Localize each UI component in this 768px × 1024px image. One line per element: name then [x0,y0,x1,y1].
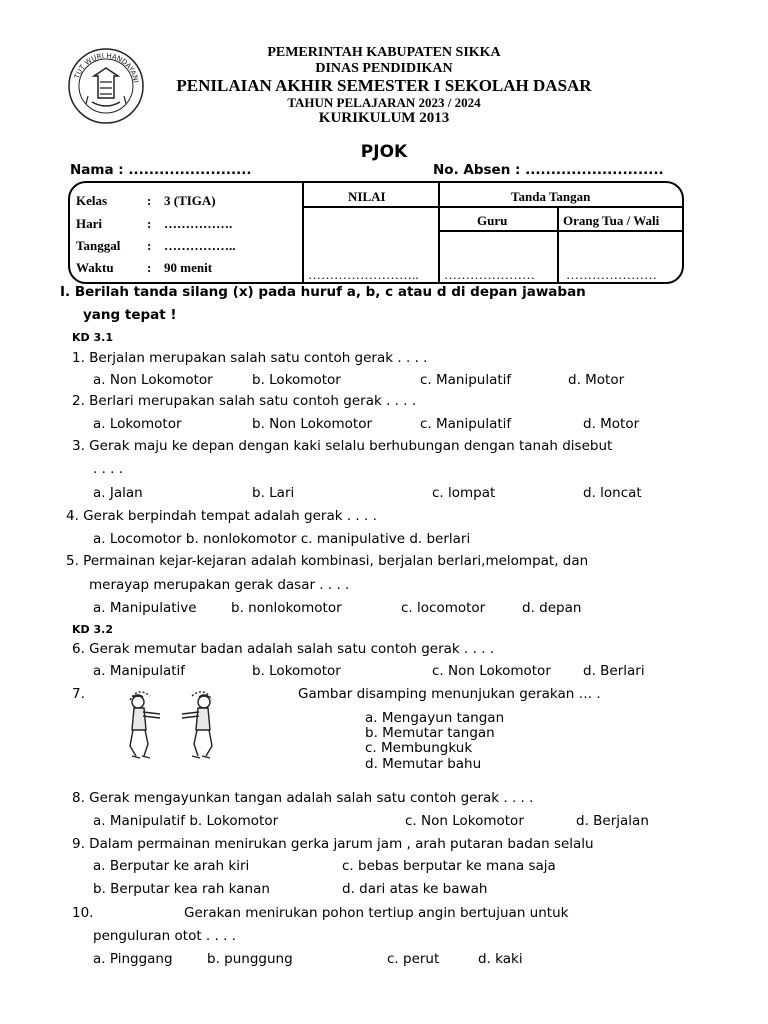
question-3: 3. Gerak maju ke depan dengan kaki selalu berhubungan dengan tanah disebut [72,438,613,454]
q4-options: a. Locomotor b. nonlokomotor c. manipulative d. berlari [93,531,471,547]
q1-option-b: b. Lokomotor [252,372,341,388]
logo-motto: TUT WURI HANDAYANI [73,51,140,84]
q6-option-c: c. Non Lokomotor [432,663,551,679]
question-4: 4. Gerak berpindah tempat adalah gerak . . . . [66,508,377,524]
q5-option-d: d. depan [522,600,582,616]
question-7: Gambar disamping menunjukan gerakan … . [298,686,601,702]
header-government: PEMERINTAH KABUPATEN SIKKA [267,45,501,60]
q3-option-d: d. loncat [583,485,642,501]
q5-option-b: b. nonlokomotor [231,600,342,616]
q8-option-d: d. Berjalan [576,813,649,829]
header-exam-title: PENILAIAN AKHIR SEMESTER I SEKOLAH DASAR [176,76,592,95]
hari-label: Hari [76,216,102,231]
q7-option-b: b. Memutar tangan [365,725,495,741]
teacher-header: Guru [477,213,508,228]
q2-option-a: a. Lokomotor [93,416,182,432]
subject-title: PJOK [360,142,408,162]
q3-option-c: c. lompat [432,485,496,501]
q8-option-c: c. Non Lokomotor [405,813,524,829]
question-5-cont: merayap merupakan gerak dasar . . . . [89,577,350,593]
q2-option-b: b. Non Lokomotor [252,416,373,432]
q9-option-d: d. dari atas ke bawah [342,881,488,897]
divider-score-signature [438,181,440,284]
section-instruction: I. Berilah tanda silang (x) pada huruf a, b, c atau d di depan jawaban [60,284,586,300]
question-10-number: 10. [72,905,94,921]
divider-teacher-parent [557,207,559,284]
question-8: 8. Gerak mengayunkan tangan adalah salah satu contoh gerak . . . . [72,790,534,806]
nilai-header: NILAI [348,189,386,204]
kelas-value: 3 (TIGA) [164,193,216,208]
question-10-cont: penguluran otot . . . . [93,928,236,944]
q9-option-b: b. Berputar kea rah kanan [93,881,270,897]
signature-header: Tanda Tangan [511,189,591,204]
nilai-dots: …………………….. [308,267,419,282]
q10-option-c: c. perut [387,951,440,967]
q9-option-a: a. Berputar ke arah kiri [93,858,250,874]
q1-option-a: a. Non Lokomotor [93,372,213,388]
q9-option-c: c. bebas berputar ke mana saja [342,858,556,874]
arm-swing-figures-illustration [116,686,226,764]
kelas-colon: : [147,193,152,208]
student-absen-field: No. Absen : ........................... [433,162,664,178]
question-5: 5. Permainan kejar-kejaran adalah kombinasi, berjalan berlari,melompat, dan [66,553,589,569]
tanggal-label: Tanggal [76,238,121,253]
question-6: 6. Gerak memutar badan adalah salah satu contoh gerak . . . . [72,641,495,657]
q1-option-c: c. Manipulatif [420,372,512,388]
waktu-label: Waktu [76,260,114,275]
header-department: DINAS PENDIDIKAN [315,61,453,76]
kd-3-1-label: KD 3.1 [72,331,113,344]
table-subheader-rule [438,230,684,232]
q7-option-c: c. Membungkuk [365,740,473,756]
q10-option-b: b. punggung [207,951,293,967]
q8-option-a-b: a. Manipulatif b. Lokomotor [93,813,279,829]
teacher-signature-dots: ………………… [444,267,535,282]
waktu-value: 90 menit [164,260,213,275]
header-curriculum: KURIKULUM 2013 [318,110,450,126]
kd-3-2-label: KD 3.2 [72,623,113,636]
q5-option-c: c. locomotor [401,600,486,616]
q7-option-d: d. Memutar bahu [365,756,482,772]
question-7-number: 7. [72,686,85,702]
q3-option-b: b. Lari [252,485,295,501]
waktu-colon: : [147,260,152,275]
section-instruction-cont: yang tepat ! [83,307,177,323]
hari-colon: : [147,216,152,231]
parent-signature-dots: ………………… [566,267,657,282]
q2-option-d: d. Motor [583,416,640,432]
question-3-cont: . . . . [93,461,124,477]
q10-option-a: a. Pinggang [93,951,173,967]
q3-option-a: a. Jalan [93,485,143,501]
q2-option-c: c. Manipulatif [420,416,512,432]
hari-value: ……………. [164,216,233,231]
q1-option-d: d. Motor [568,372,625,388]
q6-option-d: d. Berlari [583,663,645,679]
question-10: Gerakan menirukan pohon tertiup angin bertujuan untuk [184,905,569,921]
parent-header: Orang Tua / Wali [563,213,660,228]
q10-option-d: d. kaki [478,951,523,967]
q7-option-a: a. Mengayun tangan [365,710,505,726]
question-1: 1. Berjalan merupakan salah satu contoh gerak . . . . [72,350,428,366]
tanggal-colon: : [147,238,152,253]
table-header-rule [302,206,684,208]
q5-option-a: a. Manipulative [93,600,197,616]
kelas-label: Kelas [76,193,108,208]
question-2: 2. Berlari merupakan salah satu contoh gerak . . . . [72,393,417,409]
header-school-year: TAHUN PELAJARAN 2023 / 2024 [287,95,481,110]
q6-option-a: a. Manipulatif [93,663,186,679]
q6-option-b: b. Lokomotor [252,663,341,679]
question-9: 9. Dalam permainan menirukan gerka jarum jam , arah putaran badan selalu [72,836,594,852]
tanggal-value: …………….. [164,238,236,253]
student-name-field: Nama : ........................ [70,162,252,178]
divider-info-score [302,181,304,284]
